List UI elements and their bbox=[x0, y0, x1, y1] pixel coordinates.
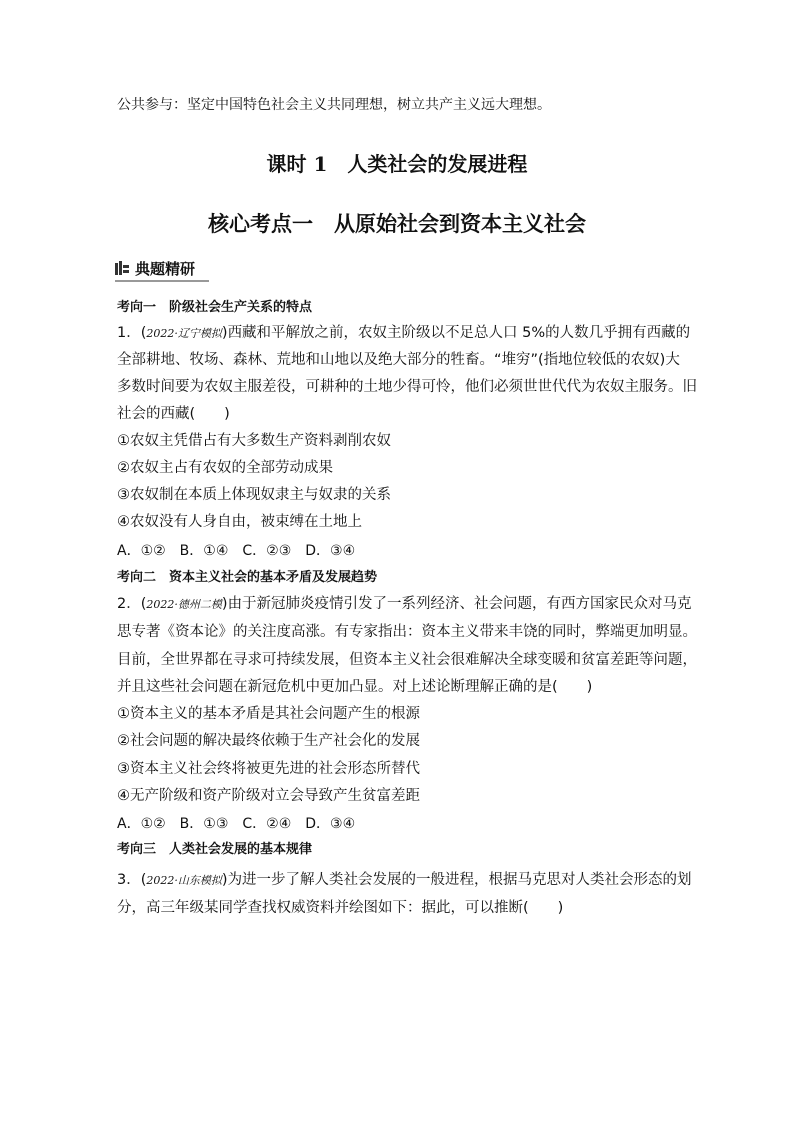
point-title: 核心考点一 从原始社会到资本主义社会 bbox=[208, 211, 586, 236]
q1-item-4: ④农奴没有人身自由，被束缚在土地上 bbox=[117, 514, 362, 530]
q2-direction: 考向二 资本主义社会的基本矛盾及发展趋势 bbox=[117, 570, 378, 585]
q2-options: A．①② B．①③ C．②④ D．③④ bbox=[117, 816, 356, 832]
q3-line-1: 3．(2022·山东模拟)为进一步了解人类社会发展的一般进程，根据马克思对人类社会形态的划 bbox=[117, 872, 692, 888]
q1-line-2: 全部耕地、牧场、森林、荒地和山地以及绝大部分的牲畜。“堆穷”(指地位较低的农奴)大 bbox=[117, 352, 680, 368]
q3-text-1: 为进一步了解人类社会发展的一般进程，根据马克思对人类社会形态的划 bbox=[227, 872, 692, 888]
q1-options: A．①② B．①④ C．②③ D．③④ bbox=[117, 543, 356, 559]
q1-source: 2022·辽宁模拟 bbox=[146, 327, 222, 340]
q2-item-3: ③资本主义社会终将被更先进的社会形态所替代 bbox=[117, 761, 420, 777]
q2-text-1: 由于新冠肺炎疫情引发了一系列经济、社会问题，有西方国家民众对马克 bbox=[227, 596, 692, 612]
intro-text: 公共参与：坚定中国特色社会主义共同理想，树立共产主义远大理想。 bbox=[117, 97, 551, 113]
section-header bbox=[115, 257, 195, 279]
lesson-title: 课时 1 人类社会的发展进程 bbox=[266, 152, 528, 176]
q3-source: 2022·山东模拟 bbox=[146, 874, 222, 887]
q3-line-2: 分，高三年级某同学查找权威资料并绘图如下：据此，可以推断( ) bbox=[117, 900, 564, 916]
q1-item-3: ③农奴制在本质上体现奴隶主与奴隶的关系 bbox=[117, 487, 391, 503]
q1-item-1: ①农奴主凭借占有大多数生产资料剥削农奴 bbox=[117, 433, 391, 449]
q1-text-1: 西藏和平解放之前，农奴主阶级以不足总人口 5%的人数几乎拥有西藏的 bbox=[227, 325, 691, 341]
q2-line-2: 思专著《资本论》的关注度高涨。有专家指出：资本主义带来丰饶的同时，弊端更加明显。 bbox=[117, 624, 697, 640]
q3-direction: 考向三 人类社会发展的基本规律 bbox=[117, 842, 313, 857]
q3-number: 3．( bbox=[117, 872, 147, 888]
q2-item-4: ④无产阶级和资产阶级对立会导致产生贫富差距 bbox=[117, 788, 420, 804]
q1-line-4: 社会的西藏( ) bbox=[117, 406, 230, 422]
q2-line-3: 目前，全世界都在寻求可持续发展，但资本主义社会很难解决全球变暖和贫富差距等问题， bbox=[117, 652, 697, 668]
q1-line-1: 1．(2022·辽宁模拟)西藏和平解放之前，农奴主阶级以不足总人口 5%的人数几乎拥有西藏的 bbox=[117, 325, 691, 341]
q2-item-2: ②社会问题的解决最终依赖于生产社会化的发展 bbox=[117, 733, 420, 749]
q2-number: 2．( bbox=[117, 596, 147, 612]
section-divider bbox=[115, 280, 209, 282]
q2-line-4: 并且这些社会问题在新冠危机中更加凸显。对上述论断理解正确的是( ) bbox=[117, 679, 593, 695]
section-bars-icon bbox=[115, 261, 129, 275]
q1-line-3: 多数时间要为农奴主服差役，可耕种的土地少得可怜，他们必须世世代代为农奴主服务。旧 bbox=[117, 379, 697, 395]
q2-line-1: 2．(2022·德州二模)由于新冠肺炎疫情引发了一系列经济、社会问题，有西方国家民众对马克 bbox=[117, 596, 692, 612]
q1-item-2: ②农奴主占有农奴的全部劳动成果 bbox=[117, 460, 333, 476]
section-label: 典题精研 bbox=[135, 259, 196, 278]
q2-item-1: ①资本主义的基本矛盾是其社会问题产生的根源 bbox=[117, 706, 420, 722]
q1-number: 1．( bbox=[117, 325, 147, 341]
q1-direction: 考向一 阶级社会生产关系的特点 bbox=[117, 300, 313, 315]
q2-source: 2022·德州二模 bbox=[146, 598, 222, 611]
